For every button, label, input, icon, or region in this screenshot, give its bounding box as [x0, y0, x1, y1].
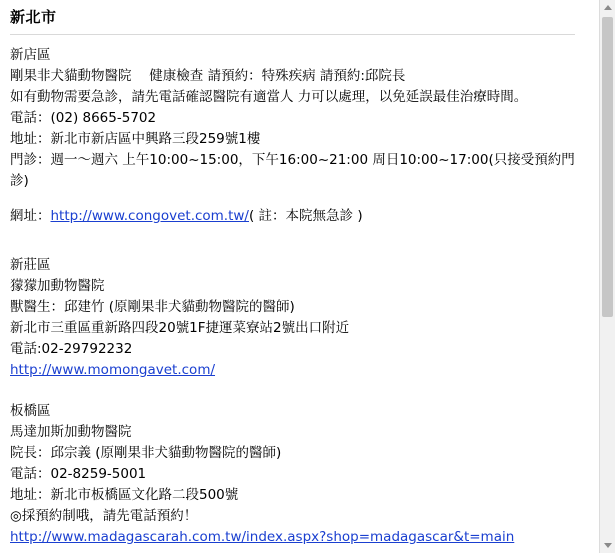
veterinarian-line: 獸醫生：邱建竹 (原剛果非犬貓動物醫院的醫師) [10, 299, 295, 315]
clinic-name-line: 獴獴加動物醫院 [10, 278, 105, 294]
chevron-up-icon [604, 5, 612, 10]
title-divider [10, 34, 575, 35]
district-heading: 新莊區 [10, 257, 51, 273]
clinic-website-link[interactable]: http://www.madagascarah.com.tw/index.aspx?shop=madagascar&t=main [10, 529, 515, 545]
clinic-website-link[interactable]: http://www.momongavet.com/ [10, 362, 216, 378]
scroll-down-button[interactable] [600, 538, 615, 553]
clinic-name-line: 剛果非犬貓動物醫院 健康檢查 請預約：特殊疾病 請預約:邱院長 [10, 68, 406, 84]
scroll-up-button[interactable] [600, 0, 615, 15]
district-heading: 新店區 [10, 47, 51, 63]
phone-line: 電話：02-8259-5001 [10, 466, 147, 482]
section-banqiao [10, 401, 575, 548]
website-line [10, 527, 575, 548]
phone-line: 電話:02-29792232 [10, 341, 133, 357]
website-label: 網址： [10, 208, 51, 224]
director-line: 院長：邱宗義 (原剛果非犬貓動物醫院的醫師) [10, 445, 282, 461]
reservation-notice-line: ◎採預約制哦，請先電話預約！ [10, 508, 198, 524]
address-line: 地址：新北市新店區中興路三段259號1樓 [10, 131, 261, 147]
hours-line: 門診：週一～週六 上午10:00~15:00，下午16:00~21:00 周日10:00~17:00(只接受預約門診) [10, 152, 575, 189]
website-line [10, 360, 575, 381]
chevron-down-icon [604, 543, 612, 548]
clinic-website-link[interactable]: http://www.congovet.com.tw/ [50, 208, 249, 224]
website-note: ( 註：本院無急診 ) [249, 208, 363, 224]
phone-line: 電話：(02) 8665-5702 [10, 110, 157, 126]
section-xindian [10, 45, 575, 227]
section-spacer [10, 233, 575, 255]
address-line: 新北市三重區重新路四段20號1F捷運菜寮站2號出口附近 [10, 320, 350, 336]
section-spacer [10, 387, 575, 401]
website-line [10, 206, 575, 227]
spacer [10, 192, 575, 206]
clinic-name-line: 馬達加斯加動物醫院 [10, 424, 132, 440]
scrollbar-thumb[interactable] [602, 17, 613, 317]
page-title: 新北市 [10, 8, 57, 26]
emergency-notice-line: 如有動物需要急診，請先電話確認醫院有適當人 力可以處理，以免延誤最佳治療時間。 [10, 89, 528, 105]
vertical-scrollbar[interactable] [599, 0, 615, 553]
section-xinzhuang [10, 255, 575, 381]
district-heading: 板橋區 [10, 403, 51, 419]
address-line: 地址：新北市板橋區文化路二段500號 [10, 487, 239, 503]
